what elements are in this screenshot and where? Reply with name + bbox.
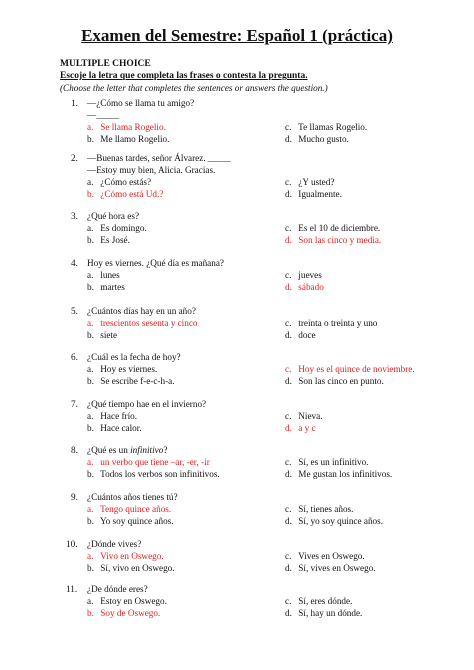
section-instruction: Escoje la letra que completa las frases o contesta la pregunta. [60, 71, 308, 81]
answer-option-b[interactable] [87, 133, 169, 145]
question-number: 7. [71, 399, 78, 409]
option-letter: a. [87, 122, 94, 132]
question-stem: ¿De dónde eres? [87, 584, 148, 594]
option-letter: c. [285, 177, 292, 187]
option-text: Sí, vivo en Oswego. [98, 563, 175, 573]
option-text: Sí, tienes años. [296, 504, 354, 514]
question-number: 3. [71, 211, 78, 221]
answer-option-d[interactable] [285, 329, 316, 341]
question-stem: —_____ [87, 110, 120, 120]
option-text: Es el 10 de diciembre. [296, 223, 381, 233]
question-number: 2. [71, 153, 78, 163]
option-letter: b. [87, 608, 94, 618]
option-text: Estoy en Oswego. [98, 596, 167, 606]
option-text: Sí, hay un dónde. [296, 608, 363, 618]
answer-option-a[interactable] [87, 410, 137, 422]
question-stem: ¿Cuál es la fecha de hoy? [87, 352, 181, 362]
option-text: Son las cinco y media. [296, 235, 382, 245]
option-letter: d. [285, 134, 292, 144]
option-letter: c. [285, 457, 292, 467]
option-letter: a. [87, 504, 94, 514]
option-letter: c. [285, 364, 292, 374]
option-text: Hoy es el quince de noviembre. [296, 364, 415, 374]
option-letter: b. [87, 469, 94, 479]
answer-option-d[interactable] [285, 422, 316, 434]
option-text: Sí, es un infinitivo. [296, 457, 369, 467]
option-text: un verbo que tiene –ar, -er, -ir [98, 457, 210, 467]
option-text: martes [98, 282, 125, 292]
option-text: trescientos sesenta y cinco [98, 318, 198, 328]
option-letter: a. [87, 596, 94, 606]
option-text: ¿Y usted? [296, 177, 335, 187]
option-text: Se llama Rogelio. [98, 122, 166, 132]
answer-option-b[interactable] [87, 375, 175, 387]
option-letter: d. [285, 235, 292, 245]
option-letter: b. [87, 563, 94, 573]
option-text: Mucho gusto. [296, 134, 349, 144]
option-text: Sí, eres dónde. [296, 596, 353, 606]
option-letter: b. [87, 282, 94, 292]
answer-option-c[interactable] [285, 317, 377, 329]
option-letter: b. [87, 330, 94, 340]
answer-option-c[interactable] [285, 363, 415, 375]
answer-option-a[interactable] [87, 595, 167, 607]
section-instruction-english: (Choose the letter that completes the sentences or answers the question.) [60, 83, 328, 93]
question-stem: —Estoy muy bien, Alicia. Gracias. [87, 165, 216, 175]
option-letter: b. [87, 235, 94, 245]
option-letter: a. [87, 457, 94, 467]
answer-option-b[interactable] [87, 234, 130, 246]
option-text: Nieva. [296, 411, 323, 421]
option-letter: b. [87, 189, 94, 199]
option-letter: c. [285, 270, 292, 280]
option-text: Tengo quince años. [98, 504, 172, 514]
answer-option-b[interactable] [87, 607, 160, 619]
option-letter: c. [285, 411, 292, 421]
option-text: Se escribe f-e-c-h-a. [98, 376, 175, 386]
option-text: Hoy es viernes. [98, 364, 158, 374]
answer-option-b[interactable] [87, 515, 174, 527]
option-letter: d. [285, 563, 292, 573]
question-stem: —¿Cómo se llama tu amigo? [87, 98, 195, 108]
question-number: 8. [71, 445, 78, 455]
option-letter: a. [87, 364, 94, 374]
option-text: Me gustan los infinitivos. [296, 469, 393, 479]
question-number: 1. [71, 98, 78, 108]
question-number: 9. [71, 492, 78, 502]
option-text: Soy de Oswego. [98, 608, 161, 618]
answer-option-d[interactable] [285, 607, 362, 619]
option-letter: c. [285, 122, 292, 132]
answer-option-b[interactable] [87, 562, 175, 574]
option-letter: b. [87, 423, 94, 433]
option-text: Son las cinco en punto. [296, 376, 384, 386]
option-text: Te llamas Rogelio. [296, 122, 368, 132]
answer-option-b[interactable] [87, 329, 117, 341]
answer-option-a[interactable] [87, 222, 147, 234]
option-letter: d. [285, 516, 292, 526]
section-heading: MULTIPLE CHOICE [60, 59, 151, 69]
option-text: Hace frío. [98, 411, 138, 421]
option-text: Es José. [98, 235, 130, 245]
answer-option-a[interactable] [87, 550, 164, 562]
answer-option-d[interactable] [285, 375, 384, 387]
question-number: 4. [71, 258, 78, 268]
option-letter: c. [285, 551, 292, 561]
answer-option-c[interactable] [285, 269, 322, 281]
answer-option-d[interactable] [285, 468, 392, 480]
option-text: Yo soy quince años. [98, 516, 174, 526]
option-text: Hace calor. [98, 423, 142, 433]
option-letter: a. [87, 177, 94, 187]
question-number: 11. [66, 584, 78, 594]
question-number: 6. [71, 352, 78, 362]
option-text: Es domingo. [98, 223, 147, 233]
answer-option-a[interactable] [87, 121, 166, 133]
option-text: jueves [296, 270, 322, 280]
option-text: Me llamo Rogelio. [98, 134, 170, 144]
question-stem: ¿Qué es un infinitivo? [87, 445, 168, 455]
option-letter: d. [285, 330, 292, 340]
answer-option-b[interactable] [87, 468, 220, 480]
option-text: doce [296, 330, 316, 340]
answer-option-b[interactable] [87, 281, 125, 293]
option-letter: d. [285, 282, 292, 292]
answer-option-a[interactable] [87, 456, 210, 468]
option-text: ¿Cómo estás? [98, 177, 152, 187]
option-text: Vivo en Oswego. [98, 551, 164, 561]
answer-option-c[interactable] [285, 503, 353, 515]
option-letter: a. [87, 270, 94, 280]
option-text: Sí, yo soy quince años. [296, 516, 384, 526]
answer-option-c[interactable] [285, 121, 367, 133]
question-stem: Hoy es viernes. ¿Qué día es mañana? [87, 258, 224, 268]
option-text: treinta o treinta y uno [296, 318, 378, 328]
answer-option-a[interactable] [87, 363, 157, 375]
answer-option-a[interactable] [87, 503, 171, 515]
option-text: Vives en Oswego. [296, 551, 365, 561]
answer-option-d[interactable] [285, 133, 349, 145]
answer-option-d[interactable] [285, 562, 376, 574]
option-text: a y c [296, 423, 316, 433]
option-letter: d. [285, 469, 292, 479]
option-letter: d. [285, 189, 292, 199]
option-letter: c. [285, 504, 292, 514]
answer-option-d[interactable] [285, 234, 381, 246]
option-letter: a. [87, 223, 94, 233]
option-letter: a. [87, 318, 94, 328]
option-letter: b. [87, 516, 94, 526]
option-letter: d. [285, 608, 292, 618]
question-stem: ¿Qué tiempo hae en el invierno? [87, 399, 207, 409]
question-number: 10. [66, 539, 78, 549]
option-letter: b. [87, 134, 94, 144]
question-stem: ¿Dónde vives? [87, 539, 142, 549]
question-stem: —Buenas tardes, señor Álvarez. _____ [87, 153, 231, 163]
question-stem: ¿Cuántos días hay en un año? [87, 306, 196, 316]
option-text: ¿Cómo está Ud.? [98, 189, 164, 199]
answer-option-d[interactable] [285, 281, 324, 293]
option-letter: c. [285, 223, 292, 233]
answer-option-c[interactable] [285, 550, 365, 562]
option-letter: d. [285, 376, 292, 386]
answer-option-b[interactable] [87, 422, 142, 434]
question-stem: ¿Qué hora es? [87, 211, 140, 221]
option-letter: c. [285, 318, 292, 328]
answer-option-c[interactable] [285, 410, 323, 422]
answer-option-c[interactable] [285, 595, 352, 607]
option-letter: b. [87, 376, 94, 386]
option-letter: a. [87, 411, 94, 421]
answer-option-a[interactable] [87, 317, 198, 329]
answer-option-a[interactable] [87, 269, 120, 281]
option-text: sábado [296, 282, 324, 292]
answer-option-c[interactable] [285, 222, 380, 234]
option-letter: a. [87, 551, 94, 561]
option-text: Todos los verbos son infinitivos. [98, 469, 220, 479]
option-text: lunes [98, 270, 120, 280]
answer-option-c[interactable] [285, 456, 368, 468]
question-stem: ¿Cuántos años tienes tú? [87, 492, 178, 502]
option-text: Igualmente. [296, 189, 342, 199]
answer-option-b[interactable] [87, 188, 163, 200]
option-letter: d. [285, 423, 292, 433]
answer-option-a[interactable] [87, 176, 151, 188]
answer-option-d[interactable] [285, 515, 383, 527]
answer-option-c[interactable] [285, 176, 334, 188]
option-text: siete [98, 330, 118, 340]
answer-option-d[interactable] [285, 188, 342, 200]
question-number: 5. [71, 306, 78, 316]
option-text: Sí, vives en Oswego. [296, 563, 376, 573]
option-letter: c. [285, 596, 292, 606]
page-title: Examen del Semestre: Español 1 (práctica) [81, 26, 393, 45]
